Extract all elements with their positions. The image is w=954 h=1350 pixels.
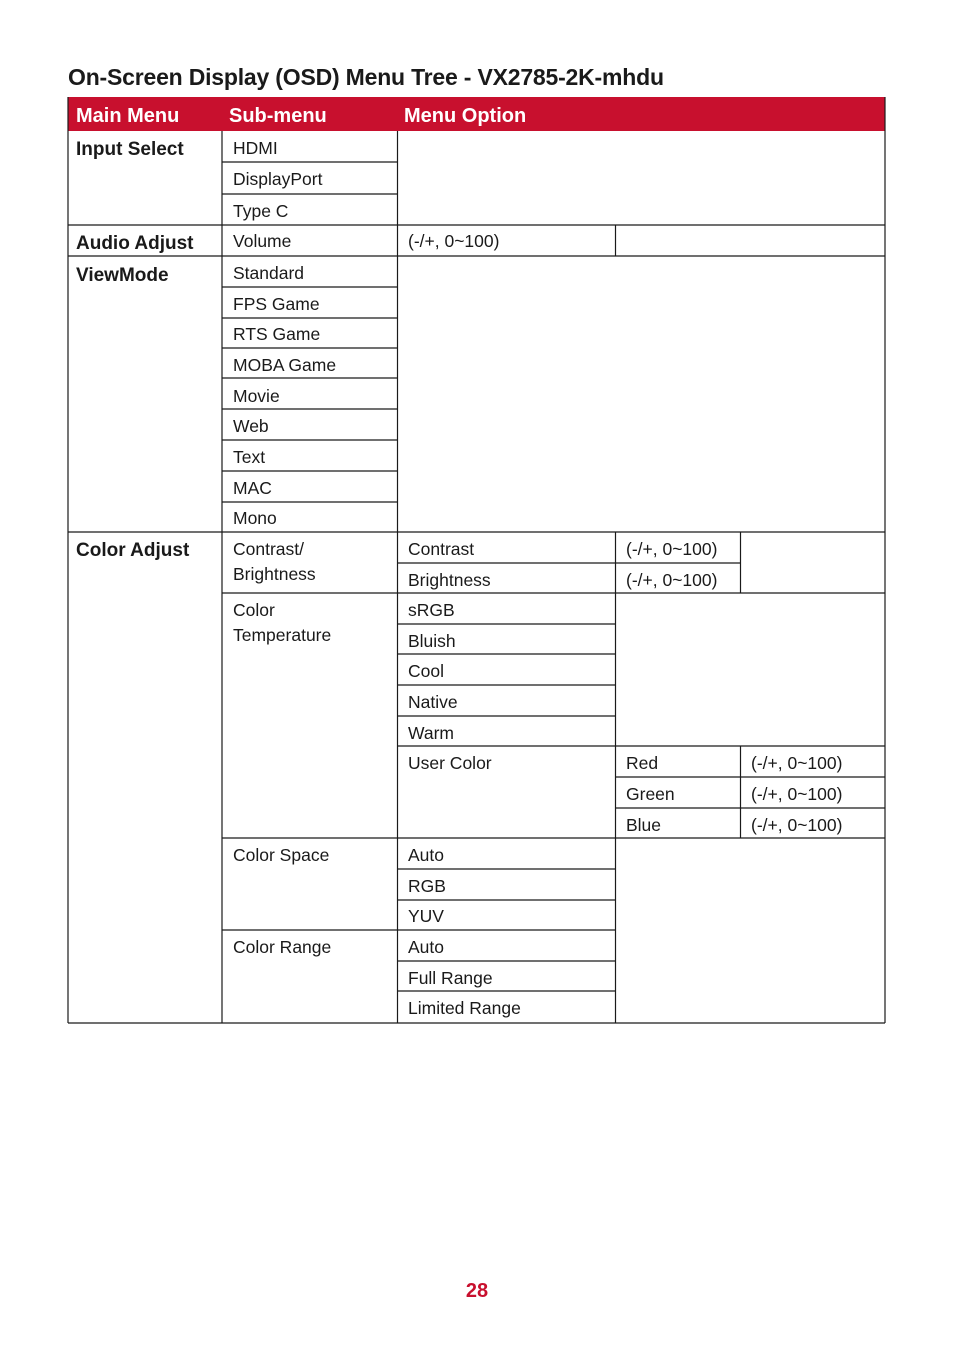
red-range: (-/+, 0~100) xyxy=(751,753,843,773)
option-yuv: YUV xyxy=(408,906,444,926)
blue-range: (-/+, 0~100) xyxy=(751,815,843,835)
submenu-standard: Standard xyxy=(233,263,305,283)
option-srgb: sRGB xyxy=(408,600,455,620)
main-menu-color-adjust: Color Adjust xyxy=(76,540,190,561)
green-range: (-/+, 0~100) xyxy=(751,784,843,804)
submenu-fps-game: FPS Game xyxy=(233,294,320,314)
option-blue: Blue xyxy=(626,815,662,835)
contrast-range: (-/+, 0~100) xyxy=(626,539,718,559)
option-brightness: Brightness xyxy=(408,570,491,590)
submenu-text: Text xyxy=(233,447,266,467)
volume-range: (-/+, 0~100) xyxy=(408,231,500,251)
submenu-contrast-brightness-line1: Contrast/ xyxy=(233,539,304,559)
submenu-type-c: Type C xyxy=(233,201,289,221)
submenu-volume: Volume xyxy=(233,231,292,251)
option-color-space-auto: Auto xyxy=(408,845,444,865)
option-bluish: Bluish xyxy=(408,631,456,651)
header-sub-menu: Sub-menu xyxy=(229,105,327,127)
option-contrast: Contrast xyxy=(408,539,475,559)
option-warm: Warm xyxy=(408,723,455,743)
option-full-range: Full Range xyxy=(408,968,493,988)
option-rgb: RGB xyxy=(408,876,446,896)
submenu-color-temperature-line1: Color xyxy=(233,600,275,620)
option-green: Green xyxy=(626,784,675,804)
option-limited-range: Limited Range xyxy=(408,998,521,1018)
main-menu-audio-adjust: Audio Adjust xyxy=(76,233,194,254)
submenu-displayport: DisplayPort xyxy=(233,169,323,189)
submenu-color-temperature-line2: Temperature xyxy=(233,625,332,645)
option-red: Red xyxy=(626,753,659,773)
main-menu-input-select: Input Select xyxy=(76,139,184,160)
submenu-web: Web xyxy=(233,416,269,436)
page-number: 28 xyxy=(465,1280,489,1302)
submenu-moba-game: MOBA Game xyxy=(233,355,337,375)
submenu-color-range: Color Range xyxy=(233,937,332,957)
option-color-range-auto: Auto xyxy=(408,937,444,957)
submenu-mono: Mono xyxy=(233,508,277,528)
page-title: On-Screen Display (OSD) Menu Tree - VX2785-2K-mhdu xyxy=(68,64,664,90)
header-main-menu: Main Menu xyxy=(76,105,180,127)
header-menu-option: Menu Option xyxy=(404,105,527,127)
submenu-rts-game: RTS Game xyxy=(233,324,321,344)
brightness-range: (-/+, 0~100) xyxy=(626,570,718,590)
submenu-contrast-brightness-line2: Brightness xyxy=(233,564,316,584)
submenu-movie: Movie xyxy=(233,386,280,406)
main-menu-viewmode: ViewMode xyxy=(76,265,169,286)
submenu-mac: MAC xyxy=(233,478,272,498)
option-user-color: User Color xyxy=(408,753,492,773)
option-native: Native xyxy=(408,692,458,712)
option-cool: Cool xyxy=(408,661,444,681)
submenu-hdmi: HDMI xyxy=(233,138,278,158)
submenu-color-space: Color Space xyxy=(233,845,330,865)
